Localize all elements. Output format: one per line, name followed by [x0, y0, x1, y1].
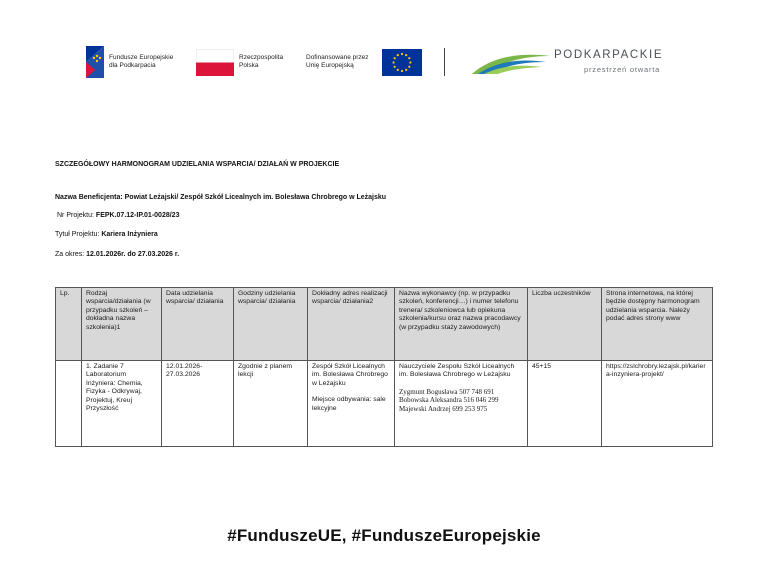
- project-number-line: [57, 212, 179, 219]
- schedule-table: [55, 287, 713, 447]
- logo-bar: [86, 44, 686, 82]
- fundusze-europejskie-logo: [86, 46, 104, 78]
- project-title-value: Kariera Inżyniera: [101, 231, 158, 238]
- address-text: Zespół Szkół Licealnych im. Bolesława Chrobrego w Leżajsku: [312, 363, 388, 387]
- trainer-entry: Majewski Andrzej 699 253 975: [399, 405, 488, 413]
- header-dates: Data udzielania wsparcia/ działania: [162, 288, 234, 361]
- polish-flag-icon: [196, 49, 234, 76]
- cell-address: [308, 361, 395, 447]
- logo-divider: [444, 48, 445, 76]
- venue-text: Miejsce odbywania: sale lekcyjne: [312, 396, 386, 412]
- project-number-label: Nr Projektu:: [57, 212, 94, 219]
- footer-hashtags: #FunduszeUE, #FunduszeEuropejskie: [227, 526, 541, 545]
- period-line: [55, 251, 179, 258]
- project-title-label: Tytuł Projektu:: [55, 231, 100, 238]
- eu-logo-text: Dofinansowane przez Unię Europejską: [306, 54, 369, 69]
- cell-activity: 1. Zadanie 7 Laboratorium Inżyniera: Chemia, Fizyka - Odkrywaj, Projektuj, Kreuj Przyszłość: [82, 361, 162, 447]
- fe-logo-text: Fundusze Europejskie dla Podkarpacia: [109, 54, 174, 69]
- header-address: Dokładny adres realizacji wsparcia/ działania2: [308, 288, 395, 361]
- beneficiary-line: Nazwa Beneficjenta: Powiat Leżajski/ Zespół Szkół Licealnych im. Bolesława Chrobrego w Leżajsku: [55, 194, 387, 201]
- trainer-list: [399, 388, 523, 414]
- podkarpackie-title: PODKARPACKIE: [554, 49, 664, 61]
- contractor-text: Nauczyciele Zespołu Szkół Licealnych im. Bolesława Chrobrego w Leżajsku: [399, 363, 515, 379]
- header-participants: Liczba uczestników: [528, 288, 602, 361]
- cell-lp: [56, 361, 82, 447]
- podkarpackie-swoosh-icon: [472, 50, 550, 76]
- header-website: Strona internetowa, na której będzie dostępny harmonogram udzielania wsparcia. Należy podać adres strony www: [602, 288, 713, 361]
- header-activity: Rodzaj wsparcia/działania (w przypadku szkoleń – dokładna nazwa szkolenia)1: [82, 288, 162, 361]
- table-row: [56, 361, 713, 447]
- document-heading: SZCZEGÓŁOWY HARMONOGRAM UDZIELANIA WSPARCIA/ DZIAŁAŃ W PROJEKCIE: [55, 161, 340, 168]
- cell-hours: Zgodnie z planem lekcji: [234, 361, 308, 447]
- period-label: Za okres:: [55, 251, 85, 258]
- trainer-entry: Zygmunt Bogusława 507 748 691: [399, 387, 495, 396]
- cell-contractor: [395, 361, 528, 447]
- eu-flag-icon: [382, 49, 422, 76]
- header-lp: Lp.: [56, 288, 82, 361]
- rp-logo-text: Rzeczpospolita Polska: [239, 54, 284, 69]
- podkarpackie-subtitle: przestrzeń otwarta: [584, 65, 661, 74]
- cell-participants: 45+15: [528, 361, 602, 447]
- project-number-value: FEPK.07.12-IP.01-0028/23: [95, 212, 180, 219]
- cell-website[interactable]: https://zslchrobry.lezajsk.pl/kariera-inzyniera-projekt/: [602, 361, 713, 447]
- table-header-row: [56, 288, 713, 361]
- trainer-entry: Bobowska Aleksandra 516 046 299: [399, 396, 499, 405]
- cell-dates: 12.01.2026-27.03.2026: [162, 361, 234, 447]
- period-value: 12.01.2026r. do 27.03.2026 r.: [86, 251, 180, 258]
- header-contractor: Nazwa wykonawcy (np. w przypadku szkoleń, konferencji…) i numer telefonu trenera/ szkoleniowca lub opiekuna szkolenia/kursu oraz nazwa pracodawcy (w przypadku staży zawodowych): [395, 288, 528, 361]
- project-title-line: [55, 231, 158, 238]
- header-hours: Godziny udzielania wsparcia/ działania: [234, 288, 308, 361]
